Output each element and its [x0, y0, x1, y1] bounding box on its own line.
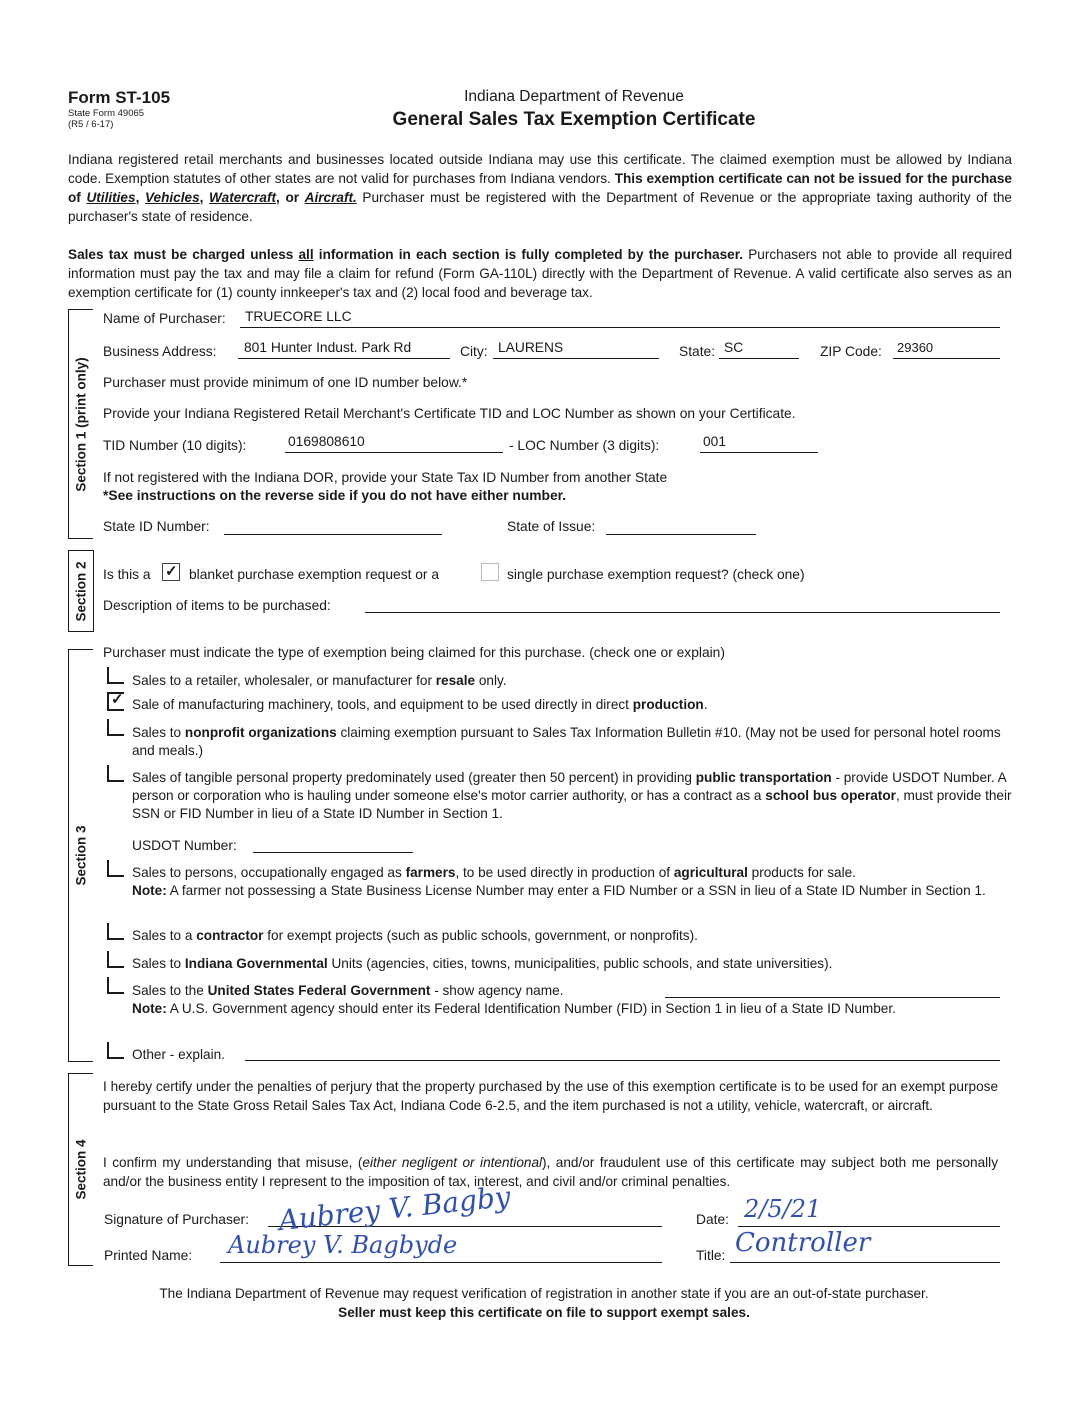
department-name: Indiana Department of Revenue	[464, 88, 684, 105]
option-farmers: Sales to persons, occupationally engaged as farmers, to be used directly in production of agricultural products for sale. Note: A farmer not possessing a State Business License Number may enter a FID Number or a SSN in lieu of a State ID Number in Section 1.	[132, 865, 986, 898]
option-contractor: Sales to a contractor for exempt projects (such as public schools, government, or nonprofits).	[132, 928, 698, 943]
form-number: Form ST-105	[68, 88, 171, 107]
printed-name-label: Printed Name:	[104, 1248, 193, 1263]
provide-tid-note: Provide your Indiana Registered Retail Merchant's Certificate TID and LOC Number as shown on your Certificate.	[103, 406, 796, 421]
other-explain-field[interactable]	[245, 1046, 1000, 1061]
state-value: SC	[724, 340, 744, 355]
is-this-label: Is this a	[103, 567, 151, 582]
tid-label: TID Number (10 digits):	[103, 438, 247, 453]
form-title: General Sales Tax Exemption Certificate	[392, 109, 756, 130]
state-of-issue-field[interactable]	[606, 520, 756, 535]
certification-statement: I hereby certify under the penalties of perjury that the property purchased by the use of this exemption certificate is to be used for an exempt purpose pursuant to the State Gross Retail Sales Tax Act, Indiana Code 6-2.5, and the item purchased is not a utility, vehicle, watercraft, or aircraft.	[103, 1079, 998, 1113]
usdot-field[interactable]	[253, 838, 413, 853]
option-federal-government: Sales to the United States Federal Government - show agency name. Note: A U.S. Government agency should enter its Federal Identification Number (FID) in Section 1 in lieu of a State ID Number.	[132, 983, 896, 1016]
option-public-transportation: Sales of tangible personal property predominately used (greater then 50 percent) in providing public transportation - provide USDOT Number. A person or corporation who is hauling under someone else's motor carrier authority, or has a contract as a school bus operator, must provide their SSN or FID Number in lieu of a State ID Number in Section 1.	[132, 770, 1012, 821]
intro-paragraph-2: Sales tax must be charged unless all information in each section is fully completed by the purchaser. Purchasers not able to provide all required information must pay the tax and may file a claim for refund (Form GA-110L) directly with the Department of Revenue. A valid certificate also serves as an exemption certificate for (1) county innkeeper's tax and (2) local food and beverage tax.	[68, 247, 1012, 300]
business-address-label: Business Address:	[103, 344, 217, 359]
agency-name-field[interactable]	[665, 983, 1000, 998]
section-2-label: Section 2	[68, 550, 94, 632]
zip-value: 29360	[897, 340, 934, 355]
section-4-label: Section 4	[68, 1073, 93, 1266]
state-of-issue-label: State of Issue:	[507, 519, 596, 534]
misuse-statement: I confirm my understanding that misuse, (either negligent or intentional), and/or fraudulent use of this certificate may subject both me personally and/or the business entity I represent to the imposition of tax, interest, and civil and/or criminal penalties.	[103, 1155, 998, 1189]
city-label: City:	[460, 344, 488, 359]
option-other: Other - explain.	[132, 1047, 225, 1062]
option-resale: Sales to a retailer, wholesaler, or manufacturer for resale only.	[132, 673, 507, 688]
section-3-label: Section 3	[68, 649, 93, 1062]
resale-checkbox[interactable]	[107, 667, 124, 684]
section-1-label: Section 1 (print only)	[68, 309, 93, 539]
purchaser-name-value: TRUECORE LLC	[245, 309, 352, 324]
option-manufacturing: Sale of manufacturing machinery, tools, and equipment to be used directly in direct production.	[132, 697, 708, 712]
printed-name-value: Aubrey V. Bagbyde	[228, 1231, 458, 1259]
not-registered-note: If not registered with the Indiana DOR, provide your State Tax ID Number from another State	[103, 470, 668, 485]
public-transportation-checkbox[interactable]	[107, 765, 124, 782]
title-label: Title:	[696, 1248, 726, 1263]
see-instructions-note: *See instructions on the reverse side if you do not have either number.	[103, 488, 567, 503]
loc-label: - LOC Number (3 digits):	[509, 438, 660, 453]
verification-note: The Indiana Department of Revenue may request verification of registration in another state if you are an out-of-state purchaser.	[159, 1286, 929, 1301]
zip-label: ZIP Code:	[820, 344, 882, 359]
description-field[interactable]	[365, 598, 1000, 613]
nonprofit-checkbox[interactable]	[107, 719, 124, 736]
farmers-checkbox[interactable]	[107, 860, 124, 877]
tid-value: 0169808610	[288, 434, 365, 449]
blanket-purchase-label: blanket purchase exemption request or a	[189, 567, 440, 582]
contractor-checkbox[interactable]	[107, 923, 124, 940]
description-label: Description of items to be purchased:	[103, 598, 331, 613]
indiana-government-checkbox[interactable]	[107, 951, 124, 968]
signature-value: Aubrey V. Bagby	[276, 1179, 513, 1238]
state-label: State:	[679, 344, 716, 359]
exemption-type-intro: Purchaser must indicate the type of exemption being claimed for this purchase. (check one or explain)	[103, 645, 725, 660]
seller-keep-note: Seller must keep this certificate on file to support exempt sales.	[338, 1305, 750, 1320]
blanket-purchase-checkbox[interactable]	[162, 563, 180, 581]
option-indiana-government: Sales to Indiana Governmental Units (agencies, cities, towns, municipalities, public schools, and state universities).	[132, 956, 833, 971]
state-id-field[interactable]	[224, 520, 442, 535]
state-id-label: State ID Number:	[103, 519, 210, 534]
option-nonprofit: Sales to nonprofit organizations claiming exemption pursuant to Sales Tax Information Bulletin #10. (May not be used for personal hotel rooms and meals.)	[132, 725, 1001, 758]
federal-government-checkbox[interactable]	[107, 977, 124, 994]
city-value: LAURENS	[498, 340, 564, 355]
intro-paragraph-1: Indiana registered retail merchants and businesses located outside Indiana may use this certificate. The claimed exemption must be allowed by Indiana code. Exemption statutes of other states are not valid for purchases from Indiana vendors. This exemption certificate can not be issued for the purchase of Utilities, Vehicles, Watercraft, or Aircraft. Purchaser must be registered with the Department of Revenue or the appropriate taxing authority of the purchaser's state of residence.	[68, 152, 1012, 224]
check-mark-icon: ✓	[165, 563, 178, 580]
purchaser-name-field[interactable]	[240, 313, 1000, 328]
title-value: Controller	[735, 1228, 871, 1258]
usdot-label: USDOT Number:	[132, 838, 237, 853]
manufacturing-checkbox[interactable]	[107, 692, 124, 711]
single-purchase-checkbox[interactable]	[481, 563, 499, 581]
revision-date: (R5 / 6-17)	[68, 119, 114, 130]
min-id-note: Purchaser must provide minimum of one ID number below.*	[103, 375, 468, 390]
loc-value: 001	[703, 434, 727, 449]
date-value: 2/5/21	[744, 1195, 822, 1223]
state-form-number: State Form 49065	[68, 108, 145, 119]
check-mark-icon: ✓	[111, 691, 124, 708]
purchaser-name-label: Name of Purchaser:	[103, 311, 226, 326]
single-purchase-label: single purchase exemption request? (check one)	[507, 567, 805, 582]
signature-label: Signature of Purchaser:	[104, 1212, 249, 1227]
date-label: Date:	[696, 1212, 729, 1227]
business-address-value: 801 Hunter Indust. Park Rd	[244, 340, 412, 355]
other-checkbox[interactable]	[107, 1042, 124, 1059]
